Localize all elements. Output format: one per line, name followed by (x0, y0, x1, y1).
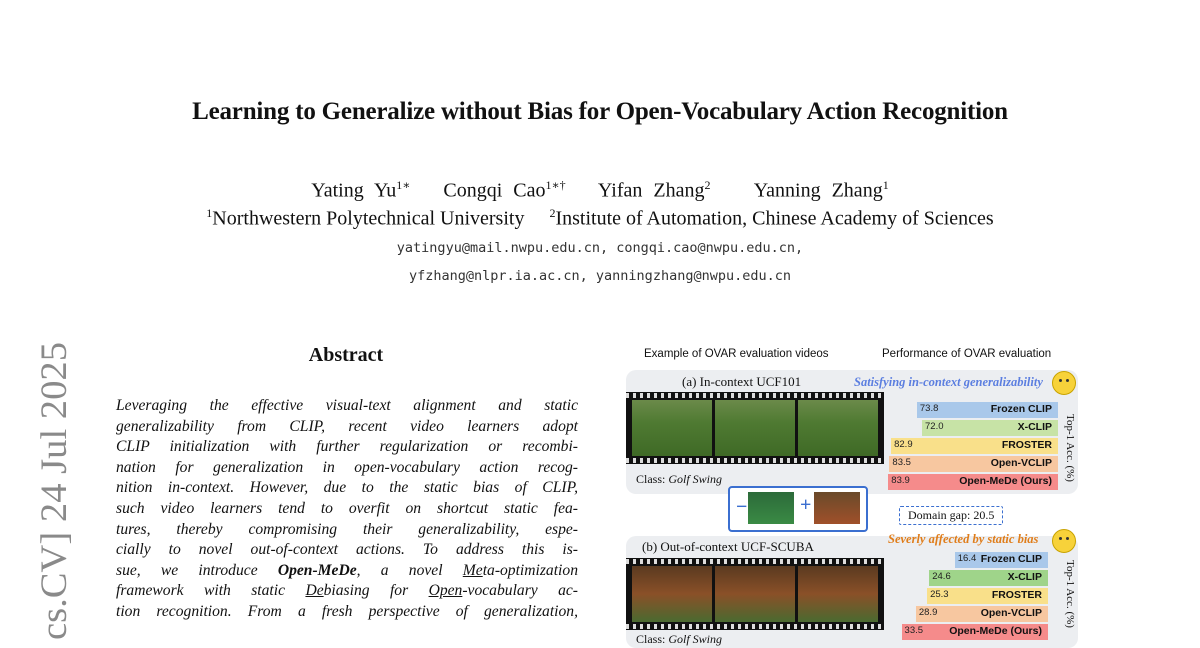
video-frame (798, 400, 878, 456)
author-name: Yifan Zhang (597, 179, 705, 202)
author-affil-mark: 1∗† (545, 178, 566, 192)
author-affil-mark: 2 (704, 178, 711, 192)
bar-name-label: Open-VCLIP (990, 457, 1052, 469)
bar-value-label: 72.0 (925, 421, 944, 432)
author-affil-mark: 1 (882, 178, 889, 192)
bar-name-label: FROSTER (991, 589, 1042, 601)
method-name: Open-MeDe (277, 561, 357, 579)
figure-header-left: Example of OVAR evaluation videos (644, 348, 829, 360)
bar-frozen-clip (955, 552, 1048, 568)
author-name: Yating Yu (311, 179, 397, 202)
affiliation: Institute of Automation, Chinese Academy of Sciences (555, 207, 994, 230)
bar-value-label: 83.5 (892, 457, 911, 468)
author-name: Yanning Zhang (753, 179, 883, 202)
bar-name-label: Open-MeDe (Ours) (949, 625, 1042, 637)
video-frame (798, 566, 878, 622)
acronym-underline: De (305, 582, 324, 600)
bar-name-label: Frozen CLIP (990, 403, 1052, 415)
happy-face-icon (1052, 371, 1076, 395)
authors-line (0, 178, 1200, 203)
abstract-line: nation for generalization in open-vocabulary action recog- (116, 458, 578, 476)
bar-name-label: X-CLIP (1007, 571, 1042, 583)
abstract-line: nition in-context. However, due to the static bias of CLIP, (116, 479, 578, 497)
bar-frozen-clip (917, 402, 1058, 418)
bar-open-vclip (889, 456, 1058, 472)
bar-value-label: 24.6 (932, 571, 951, 582)
sad-face-icon (1052, 529, 1076, 553)
video-frame (748, 492, 794, 524)
affiliations-line (0, 206, 1200, 231)
bar-open-vclip (916, 606, 1048, 622)
panel-a-note: Satisfying in-context generalizability (854, 375, 1043, 389)
email-line: yfzhang@nlpr.ia.ac.cn, yanningzhang@nwpu.edu.cn (408, 268, 791, 284)
video-frame (814, 492, 860, 524)
acronym-underline: Open (428, 582, 463, 600)
video-frame (632, 400, 712, 456)
video-strip-b (626, 558, 884, 630)
affil-mark: 1 (206, 206, 213, 220)
abstract-line: Leveraging the effective visual-text alignment and static (116, 397, 578, 414)
plus-icon: + (800, 494, 812, 516)
abstract-line: tures, thereby compromising their generalizability, espe- (116, 520, 578, 538)
panel-a-axis-label: Top-1 Acc. (%) (1064, 414, 1076, 482)
video-frame (715, 566, 795, 622)
abstract-heading: Abstract (308, 344, 384, 366)
abstract-line: framework with static Debiasing for Open-vocabulary ac- (116, 582, 579, 600)
panel-b-note: Severly affected by static bias (888, 532, 1039, 546)
video-strip-a (626, 392, 884, 464)
bar-froster (891, 438, 1058, 454)
abstract-line: sue, we introduce Open-MeDe, a novel Meta-optimization (116, 561, 578, 579)
teaser-figure (618, 340, 1088, 648)
bar-value-label: 83.9 (891, 475, 910, 486)
bar-name-label: FROSTER (1001, 439, 1052, 451)
figure-header-right: Performance of OVAR evaluation (882, 348, 1052, 360)
bar-value-label: 73.8 (919, 403, 939, 414)
panel-b-class: Class: Golf Swing (636, 632, 723, 646)
email-line: yatingyu@mail.nwpu.edu.cn, congqi.cao@nwpu.edu.cn, (396, 240, 804, 256)
arxiv-stamp (8, 340, 78, 640)
abstract-line: such video learners tend to overfit on shortcut static fea- (116, 499, 578, 517)
bar-name-label: Frozen CLIP (980, 553, 1042, 565)
bar-name-label: X-CLIP (1017, 421, 1052, 433)
bar-value-label: 25.3 (930, 589, 949, 600)
acronym-underline: Me (462, 561, 483, 579)
bar-value-label: 28.9 (918, 607, 938, 618)
abstract-body (116, 396, 578, 623)
affil-mark: 2 (549, 206, 556, 220)
affiliation: Northwestern Polytechnical University (212, 207, 525, 230)
minus-icon: − (736, 496, 748, 518)
static-bias-augmentation-box (728, 486, 868, 532)
bar-name-label: Open-MeDe (Ours) (959, 475, 1052, 487)
panel-b-title: (b) Out-of-context UCF-SCUBA (642, 539, 814, 554)
author-name: Congqi Cao (443, 179, 546, 202)
bar-value-label: 16.4 (957, 553, 977, 564)
bar-value-label: 82.9 (894, 439, 913, 450)
arxiv-stamp-text: cs.CV] 24 Jul 2025 (34, 354, 75, 640)
panel-a-class: Class: Golf Swing (636, 472, 723, 486)
bar-x-clip (929, 570, 1048, 586)
bar-froster (927, 588, 1048, 604)
abstract-line: cially to novel out-of-context actions. To address this is- (116, 541, 578, 559)
bar-x-clip (922, 420, 1058, 436)
author-affil-mark: 1∗ (396, 178, 411, 192)
bar-value-label: 33.5 (904, 625, 924, 636)
abstract-line: generalizability from CLIP, recent video learners adopt (116, 417, 578, 435)
video-frame (715, 400, 795, 456)
bar-open-mede-ours (888, 474, 1058, 490)
bar-name-label: Open-VCLIP (980, 607, 1042, 619)
panel-a-title: (a) In-context UCF101 (682, 374, 802, 389)
paper-title: Learning to Generalize without Bias for Open-Vocabulary Action Recognition (192, 98, 1008, 125)
bar-open-mede-ours (902, 624, 1048, 640)
panel-b-axis-label: Top-1 Acc. (%) (1064, 560, 1076, 628)
domain-gap-label: Domain gap: 20.5 (899, 506, 1003, 525)
abstract-line: tion recognition. From a fresh perspective of generalization, (116, 602, 578, 620)
abstract-line: CLIP initialization with further regularization or recombi- (116, 438, 578, 456)
video-frame (632, 566, 712, 622)
